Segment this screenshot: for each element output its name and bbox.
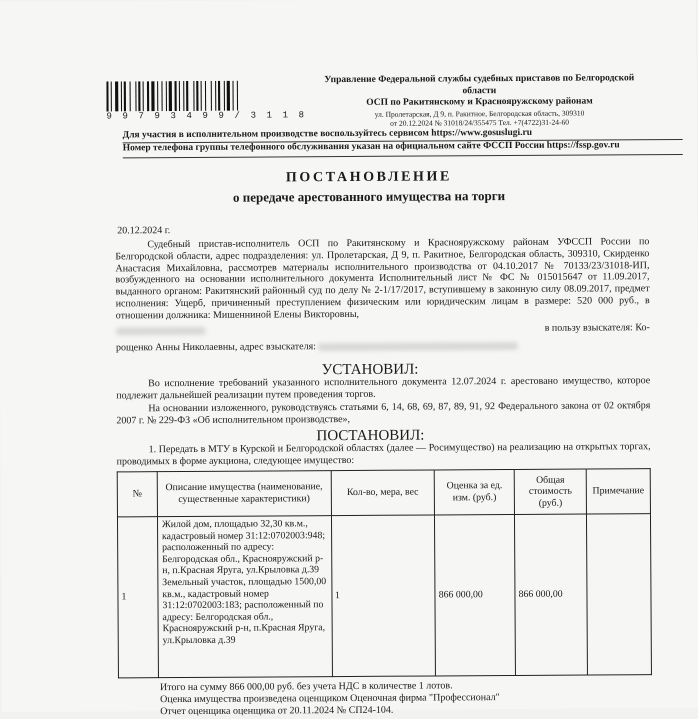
barcode-bar: [179, 81, 180, 111]
barcode-image: [106, 80, 284, 111]
total-sum: Итого на сумму 866 000,00 руб. без учета НДС в количестве 1 лотов.: [159, 680, 453, 694]
barcode-bar: [211, 81, 212, 111]
issuer-header: [314, 73, 644, 128]
appraisal-info: Оценка имущества произведена оценщиком Оценочная фирма "Профессионал": [160, 691, 500, 705]
paragraph-intro: [115, 236, 649, 322]
barcode-bar: [186, 81, 188, 111]
document-date: 20.12.2024 г.: [117, 225, 171, 237]
barcode-number: 9 9 7 9 3 4 9 9 / 3 1 1 8: [106, 110, 307, 122]
phone-notice: Номер телефона группы телефонного обслуживания указан на официальном сайте ФССП России https://fssp.gov.ru: [122, 140, 620, 154]
paragraph-intro-text: Судебный пристав-исполнитель ОСП по Ракитянскому и Краснояружскому районам УФССП России по Белгородской области, адрес подразделения: ул. Пролетарская, Д 9, п. Ракитное, Белгородская область, 309310, Скирденко Анастасия Михайловна, рассмотрев материалы исполнительного производства от 04.10.2017 № 70133/23/31018-ИП, возбужденного на основании исполнительного документа Исполнительный лист № ФС № 015015647 от 11.09.2017, выданного органом: Ракитянский районный суд по делу № 2-1/17/2017, вступившему в законную силу 08.09.2017, предмет исполнения: Ущерб, причиненный преступлением физическим или юридическим лицам в размере: 520 000 руб., в отношении должника: Мишенниной Елены Викторовны,: [115, 236, 650, 322]
paragraph-transfer-text: 1. Передать в МТУ в Курской и Белгородской областях (далее — Росимущество) на реализацию на открытых торгах, проводимых в форме аукциона, следующее имущество:: [116, 441, 651, 468]
barcode-bar: [205, 81, 206, 111]
paragraph-basis: [116, 400, 650, 427]
row-quantity: 1: [331, 515, 436, 677]
column-header-total: Общая стоимость (руб.): [514, 469, 586, 514]
barcode-bar: [138, 81, 140, 111]
barcode-bar: [130, 81, 131, 111]
issuer-address: ул. Пролетарская, Д 9, п. Ракитное, Белгородская область, 309310: [374, 108, 585, 119]
barcode-bar: [183, 81, 184, 111]
document-subtitle: о передаче арестованного имущества на торги: [232, 188, 506, 205]
paragraph-basis-text: На основании изложенного, руководствуясь статьями 6, 14, 68, 69, 87, 89, 91, 92 Федерального закона от 02 октября 2007 г. № 229-ФЗ «Об исполнительном производстве»,: [116, 400, 651, 427]
column-header-number: №: [117, 472, 157, 517]
paragraph-arrest: [116, 375, 650, 402]
barcode-bar: [166, 81, 167, 111]
barcode-bar: [135, 81, 136, 111]
row-description: [157, 516, 332, 678]
redacted-text: [318, 342, 518, 351]
property-land: Земельный участок, площадью 1500,00 кв.м., кадастровый номер 31:12:0702003:183; расположенный по адресу: Белгородская обл., Краснояружский р-н, п.Красная Яруга, ул.Крыловка д.39: [162, 576, 327, 647]
document-title: ПОСТАНОВЛЕНИЕ: [285, 169, 453, 186]
barcode-bar: [224, 81, 225, 111]
barcode-bar: [218, 81, 220, 111]
property-table: [117, 468, 652, 678]
table-header-row: [117, 469, 650, 517]
property-house: Жилой дом, площадью 32,30 кв.м., кадастровый номер 31:12:0702003:948; расположенный по адресу: Белгородская обл., Краснояружский р-н, п.Красная Яруга, ул.Крыловка д.39: [161, 518, 326, 577]
barcode-bar: [161, 81, 162, 111]
barcode-bar: [147, 81, 149, 111]
issuer-osp: ОСП по Ракитянскому и Краснояружскому районам: [366, 96, 593, 108]
document-reference: от 20.12.2024 № 31018/24/355475 Тел. +7(4722)31-24-60: [390, 117, 570, 128]
claimant-label: в пользу взыскателя: Ко-: [544, 322, 650, 334]
row-number: 1: [117, 517, 158, 678]
barcode-bar: [115, 81, 118, 111]
barcode-bar: [157, 81, 158, 111]
barcode-bar: [215, 81, 216, 111]
barcode-bar: [106, 81, 108, 111]
barcode-bar: [237, 81, 238, 111]
barcode-bar: [111, 81, 112, 111]
column-header-unit-price: Оценка за ед. изм. (руб.): [434, 469, 514, 514]
column-header-description: Описание имущества (наименование, существенные характеристики): [157, 471, 331, 517]
barcode-bar: [143, 81, 144, 111]
barcode-bar: [124, 81, 126, 111]
barcode-bar: [193, 81, 194, 111]
barcode-bar: [227, 81, 230, 111]
heading-established: УСТАНОВИЛ:: [321, 361, 419, 379]
redacted-text: [116, 327, 206, 336]
column-header-quantity: Кол-во, мера, вес: [331, 470, 435, 516]
barcode-bar: [232, 81, 233, 111]
barcode-bar: [169, 81, 172, 111]
column-header-note: Примечание: [586, 469, 650, 514]
row-total: 866 000,00: [515, 514, 588, 675]
footer-summary: [160, 679, 660, 717]
claimant-text: рощенко Анны Николаевны, адрес взыскателя:: [115, 341, 316, 354]
barcode-bar: [151, 81, 154, 111]
row-unit-price: 866 000,00: [435, 514, 516, 675]
row-note: [586, 514, 651, 675]
paragraph-transfer: [117, 441, 651, 468]
barcode-bar: [201, 81, 202, 111]
barcode-bar: [174, 81, 176, 111]
paragraph-arrest-text: Во исполнение требований указанного исполнительного документа 12.07.2024 г. арестовано имущество, которое подлежит дальнейшей реализации путем проведения торгов.: [116, 375, 651, 402]
issuer-org: Управление Федеральной службы судебных приставов по Белгородской области: [324, 73, 635, 96]
gosuslugi-notice: Для участия в исполнительном производстве воспользуйтесь сервисом https://www.gosuslugi.ru: [122, 127, 533, 141]
barcode-bar: [196, 81, 198, 111]
appraisal-report: Отчет оценщика оценщика от 20.11.2024 № СП24-104.: [160, 704, 394, 717]
heading-resolved: ПОСТАНОВИЛ:: [316, 427, 425, 445]
table-row: [117, 514, 651, 678]
paragraph-claimant: [116, 339, 650, 354]
paragraph-intro-tail: [116, 322, 650, 337]
barcode-bar: [121, 81, 122, 111]
